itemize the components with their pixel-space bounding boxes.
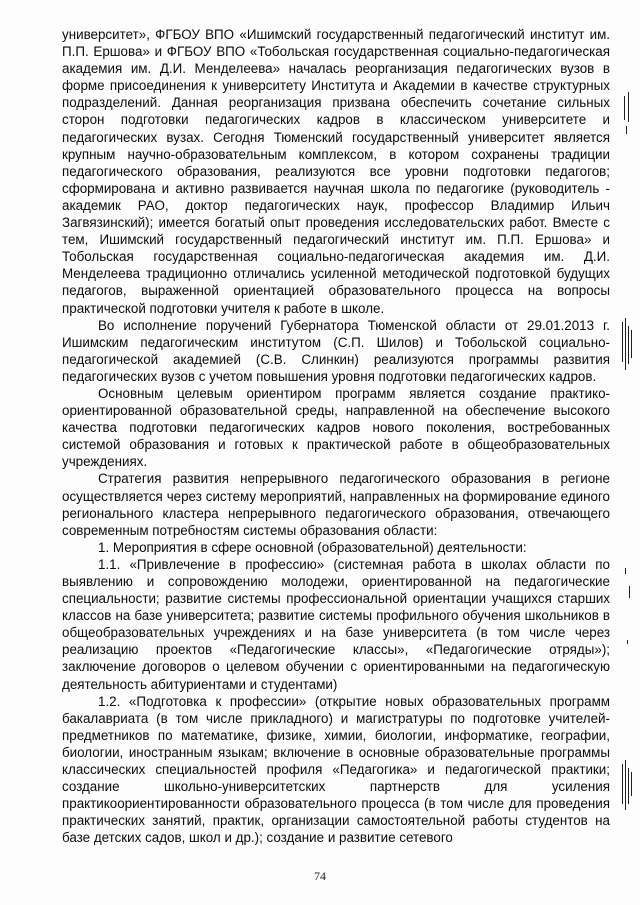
paragraph-item-1-2: 1.2. «Подготовка к профессии» (открытие новых образовательных программ бакалавриата (в том числе прикладного) и магистратуры по подготовке учителей-предметников по математике, физике, химии, биологии, информатике, географии, биологии, иностранным языкам; включение в основные образовательные программы классических специальностей профиля «Педагогика» и педагогической практики; создание школьно-университетских партнерств для усиления практикоориентированности образовательного процесса (в том числе для проведения практических занятий, практик, организации самостоятельной работы студентов на базе детских садов, школ и др.); создание и развитие сетевого — [62, 693, 610, 846]
scan-mark — [628, 326, 629, 364]
scan-mark — [622, 764, 623, 804]
paragraph-strategy: Стратегия развития непрерывного педагогического образования в регионе осуществляется через систему мероприятий, направленных на формирование единого регионального кластера непрерывного педагогического образования, отвечающего современным потребностям системы образования области: — [62, 471, 610, 538]
scan-mark — [629, 586, 630, 598]
scan-mark — [631, 330, 632, 358]
scan-mark — [627, 640, 628, 644]
scan-mark — [625, 318, 626, 370]
scan-mark — [622, 322, 623, 362]
scan-mark — [625, 760, 626, 810]
paragraph-target-goal: Основным целевым ориентиром программ является создание практико-ориентированной образовательной среды, направленной на обеспечение высокого качества подготовки педагогических кадров нового поколения, востребованных системой образования и готовых к практической работе в общеобразовательных учреждениях. — [62, 385, 610, 470]
paragraph-item-1: 1. Мероприятия в сфере основной (образовательной) деятельности: — [98, 539, 527, 555]
scan-mark — [626, 126, 627, 134]
document-body — [62, 26, 610, 847]
scan-mark — [631, 772, 632, 796]
scan-mark — [628, 92, 629, 122]
scan-mark — [625, 568, 626, 574]
scan-mark — [628, 768, 629, 804]
paragraph-reorganization: университет», ФГБОУ ВПО «Ишимский государственный педагогический институт им. П.П. Ершова» и ФГБОУ ВПО «Тобольская государственная социально-педагогическая академия им. Д.И. Менделеева» началась реорганизация педагогических вузов в форме присоединения к университету Института и Академии в качестве структурных подразделений. Данная реорганизация призвана обеспечить сочетание сильных сторон подготовки педагогических кадров в классическом университете и педагогических вузах. Сегодня Тюменский государственный университет является крупным научно-образовательным комплексом, в котором сохранены традиции педагогического образования, реализуются все уровни подготовки педагогов; сформирована и активно развивается научная школа по педагогике (руководитель - академик РАО, доктор педагогических наук, профессор Владимир Ильич Загвязинский); имеется богатый опыт проведения исследовательских работ. Вместе с тем, Ишимский государственный педагогический институт им. П.П. Ершова» и Тобольская государственная социально-педагогическая академия им. Д.И. Менделеева традиционно отличались усиленной методической подготовкой будущих педагогов, выраженной ориентацией образовательного процесса на вопросы практической подготовки учителя к работе в школе. — [62, 27, 610, 316]
page-number: 74 — [314, 869, 326, 883]
scan-mark — [624, 96, 625, 120]
paragraph-item-1-1: 1.1. «Привлечение в профессию» (системная работа в школах области по выявлению и сопровождению молодежи, ориентированной на педагогические специальности; развитие системы профессиональной ориентации учащихся старших классов на базе университета; развитие системы профильного обучения школьников в общеобразовательных учреждениях и на базе университета (в том числе через реализацию проектов «Педагогические классы», «Педагогические отряды»); заключение договоров о целевом обучении с ориентированными на педагогическую деятельность абитуриентами и студентами) — [62, 556, 610, 692]
paragraph-governor-instructions: Во исполнение поручений Губернатора Тюменской области от 29.01.2013 г. Ишимским педагогическим институтом (С.П. Шилов) и Тобольской социально-педагогической академией (С.В. Слинкин) реализуются программы развития педагогических вузов с учетом повышения уровня подготовки педагогических кадров. — [62, 317, 610, 384]
